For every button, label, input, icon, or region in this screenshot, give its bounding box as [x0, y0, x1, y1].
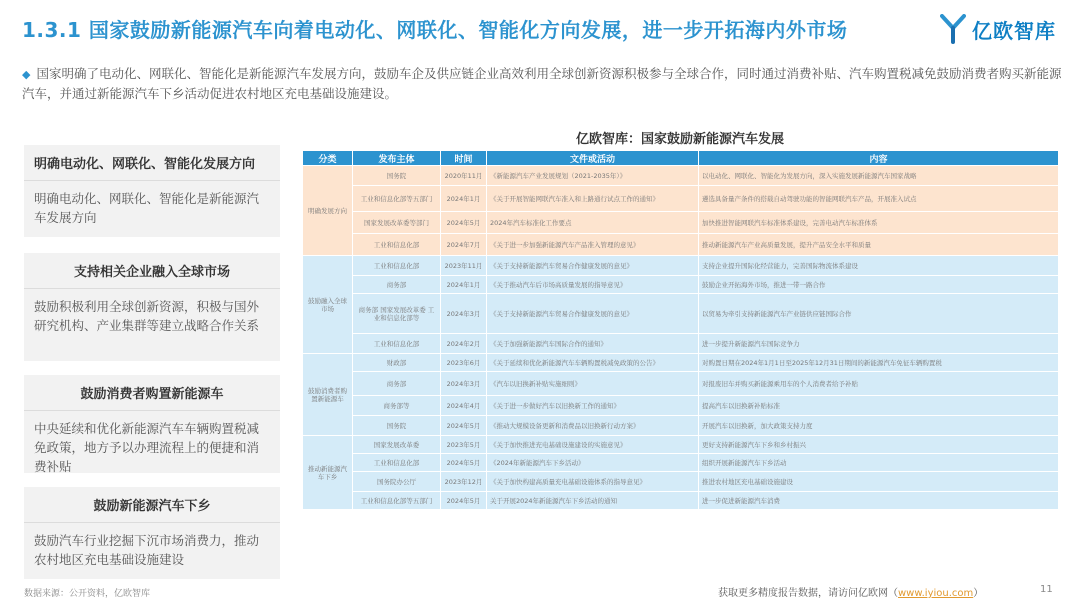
summary-card [24, 253, 280, 361]
content-cell: 推进农村地区充电基础设施建设 [699, 472, 1059, 492]
document-cell: 《关于推动汽车后市场高质量发展的指导意见》 [487, 276, 699, 294]
document-cell: 《关于延续和优化新能源汽车车辆购置税减免政策的公告》 [487, 354, 699, 372]
table-row [303, 276, 1059, 294]
date-cell: 2024年1月 [441, 186, 487, 212]
table-header-row [303, 151, 1059, 166]
table-row [303, 436, 1059, 454]
content-cell: 以电动化、网联化、智能化为发展方向，深入实施发展新能源汽车国家战略 [699, 166, 1059, 186]
summary-cards [24, 145, 280, 593]
date-cell: 2024年3月 [441, 294, 487, 334]
date-cell: 2024年5月 [441, 212, 487, 234]
brand-logo [940, 12, 1056, 46]
column-header: 发布主体 [353, 151, 441, 166]
table-title: 亿欧智库：国家鼓励新能源汽车发展 [575, 132, 784, 147]
card-title: 鼓励新能源汽车下乡 [24, 487, 280, 523]
table-row [303, 166, 1059, 186]
table-row [303, 294, 1059, 334]
summary-card [24, 145, 280, 237]
content-cell: 对报废旧车并购买新能源乘用车的个人消费者给予补贴 [699, 372, 1059, 396]
diamond-bullet-icon: ◆ [22, 68, 31, 81]
table-body [303, 166, 1059, 510]
content-cell: 开展汽车以旧换新，加大政策支持力度 [699, 416, 1059, 436]
table-row [303, 354, 1059, 372]
table-row [303, 234, 1059, 256]
date-cell: 2024年1月 [441, 276, 487, 294]
content-cell: 遴选具备量产条件的搭载自动驾驶功能的智能网联汽车产品，开展准入试点 [699, 186, 1059, 212]
policy-table [302, 150, 1059, 510]
footer-prefix: 获取更多精度报告数据，请访问亿欧网（ [718, 588, 898, 599]
page-title: 1.3.1 国家鼓励新能源汽车向着电动化、网联化、智能化方向发展，进一步开拓海内外市场 [22, 18, 848, 42]
date-cell: 2023年12月 [441, 472, 487, 492]
date-cell: 2023年6月 [441, 354, 487, 372]
issuer-cell: 商务部 [353, 372, 441, 396]
footer-suffix: ） [973, 588, 984, 599]
issuer-cell: 工业和信息化部 [353, 334, 441, 354]
issuer-cell: 国务院办公厅 [353, 472, 441, 492]
card-title: 明确电动化、网联化、智能化发展方向 [24, 145, 280, 181]
column-header: 内容 [699, 151, 1059, 166]
table-row [303, 256, 1059, 276]
summary-card [24, 487, 280, 579]
content-cell: 以贸易为牵引支持新能源汽车产业链供应链国际合作 [699, 294, 1059, 334]
issuer-cell: 商务部 [353, 276, 441, 294]
document-cell: 《关于进一步做好汽车以旧换新工作的通知》 [487, 396, 699, 416]
table-row [303, 454, 1059, 472]
issuer-cell: 工业和信息化部 [353, 234, 441, 256]
table-row [303, 396, 1059, 416]
category-cell: 推动新能源汽车下乡 [303, 436, 353, 510]
document-cell: 《关于加强新能源汽车国际合作的通知》 [487, 334, 699, 354]
content-cell: 更好支持新能源汽车下乡和乡村振兴 [699, 436, 1059, 454]
date-cell: 2024年3月 [441, 372, 487, 396]
document-cell: 《关于开展智能网联汽车准入和上路通行试点工作的通知》 [487, 186, 699, 212]
card-body: 中央延续和优化新能源汽车车辆购置税减免政策，地方予以办理流程上的便捷和消费补贴 [34, 421, 260, 474]
category-cell: 明确发展方向 [303, 166, 353, 256]
issuer-cell: 财政部 [353, 354, 441, 372]
category-cell: 鼓励融入全球市场 [303, 256, 353, 354]
document-cell: 《关于加快推进充电基础设施建设的实施意见》 [487, 436, 699, 454]
content-cell: 支持企业提升国际化经营能力，完善国际物流体系建设 [699, 256, 1059, 276]
category-cell: 鼓励消费者购置新能源车 [303, 354, 353, 436]
card-body: 鼓励汽车行业挖掘下沉市场消费力，推动农村地区充电基础设施建设 [34, 533, 260, 567]
date-cell: 2020年11月 [441, 166, 487, 186]
issuer-cell: 国家发展改革委 [353, 436, 441, 454]
document-cell: 《关于进一步加强新能源汽车产品准入管理的意见》 [487, 234, 699, 256]
document-cell: 《推动大规模设备更新和消费品以旧换新行动方案》 [487, 416, 699, 436]
content-cell: 提高汽车以旧换新补贴标准 [699, 396, 1059, 416]
card-body: 鼓励积极利用全球创新资源，积极与国外研究机构、产业集群等建立战略合作关系 [34, 299, 260, 333]
table-row [303, 212, 1059, 234]
issuer-cell: 商务部等 [353, 396, 441, 416]
date-cell: 2023年5月 [441, 436, 487, 454]
date-cell: 2024年2月 [441, 334, 487, 354]
issuer-cell: 工业和信息化部等五部门 [353, 492, 441, 510]
content-cell: 进一步提升新能源汽车国际竞争力 [699, 334, 1059, 354]
card-body: 明确电动化、网联化、智能化是新能源汽车发展方向 [34, 191, 260, 225]
document-cell: 2024年汽车标准化工作要点 [487, 212, 699, 234]
summary-card [24, 375, 280, 473]
content-cell: 加快推进智能网联汽车标准体系建设，完善电动汽车标准体系 [699, 212, 1059, 234]
issuer-cell: 国务院 [353, 166, 441, 186]
document-cell: 《关于支持新能源汽车贸易合作健康发展的意见》 [487, 256, 699, 276]
date-cell: 2024年7月 [441, 234, 487, 256]
document-cell: 《汽车以旧换新补贴实施细则》 [487, 372, 699, 396]
document-cell: 《关于加快构建高质量充电基础设施体系的指导意见》 [487, 472, 699, 492]
content-cell: 对购置日期在2024年1月1日至2025年12月31日期间的新能源汽车免征车辆购置税 [699, 354, 1059, 372]
date-cell: 2024年5月 [441, 454, 487, 472]
content-cell: 推动新能源汽车产业高质量发展，提升产品安全水平和质量 [699, 234, 1059, 256]
column-header: 文件或活动 [487, 151, 699, 166]
content-cell: 进一步促进新能源汽车消费 [699, 492, 1059, 510]
logo-mark-icon [940, 14, 966, 44]
table-row [303, 334, 1059, 354]
intro-text: 国家明确了电动化、网联化、智能化是新能源汽车发展方向，鼓励车企及供应链企业高效利用全球创新资源积极参与全球合作，同时通过消费补贴、汽车购置税减免鼓励消费者购买新能源汽车，并通过新能源汽车下乡活动促进农村地区充电基础设施建设。 [22, 66, 1062, 101]
date-cell: 2023年11月 [441, 256, 487, 276]
date-cell: 2024年5月 [441, 492, 487, 510]
document-cell: 关于开展2024年新能源汽车下乡活动的通知 [487, 492, 699, 510]
issuer-cell: 商务部 国家发展改革委 工业和信息化部等 [353, 294, 441, 334]
intro-paragraph [22, 64, 1062, 103]
date-cell: 2024年5月 [441, 416, 487, 436]
table-row [303, 372, 1059, 396]
table-row [303, 492, 1059, 510]
issuer-cell: 国务院 [353, 416, 441, 436]
document-cell: 《关于支持新能源汽车贸易合作健康发展的意见》 [487, 294, 699, 334]
issuer-cell: 工业和信息化部 [353, 256, 441, 276]
content-cell: 组织开展新能源汽车下乡活动 [699, 454, 1059, 472]
card-title: 鼓励消费者购置新能源车 [24, 375, 280, 411]
table-row [303, 472, 1059, 492]
date-cell: 2024年4月 [441, 396, 487, 416]
footer-link-text [718, 584, 983, 599]
data-source: 数据来源：公开资料，亿欧智库 [24, 589, 151, 599]
table-row [303, 186, 1059, 212]
issuer-cell: 工业和信息化部等五部门 [353, 186, 441, 212]
issuer-cell: 工业和信息化部 [353, 454, 441, 472]
column-header: 时间 [441, 151, 487, 166]
logo-text: 亿欧智库 [972, 18, 1056, 43]
document-cell: 《2024年新能源汽车下乡活动》 [487, 454, 699, 472]
table-row [303, 416, 1059, 436]
content-cell: 鼓励企业开拓海外市场，推进一带一路合作 [699, 276, 1059, 294]
page-number: 11 [1040, 584, 1053, 595]
column-header: 分类 [303, 151, 353, 166]
document-cell: 《新能源汽车产业发展规划（2021-2035年）》 [487, 166, 699, 186]
issuer-cell: 国家发展改革委等部门 [353, 212, 441, 234]
card-title: 支持相关企业融入全球市场 [24, 253, 280, 289]
website-link[interactable]: www.iyiou.com [898, 588, 974, 599]
